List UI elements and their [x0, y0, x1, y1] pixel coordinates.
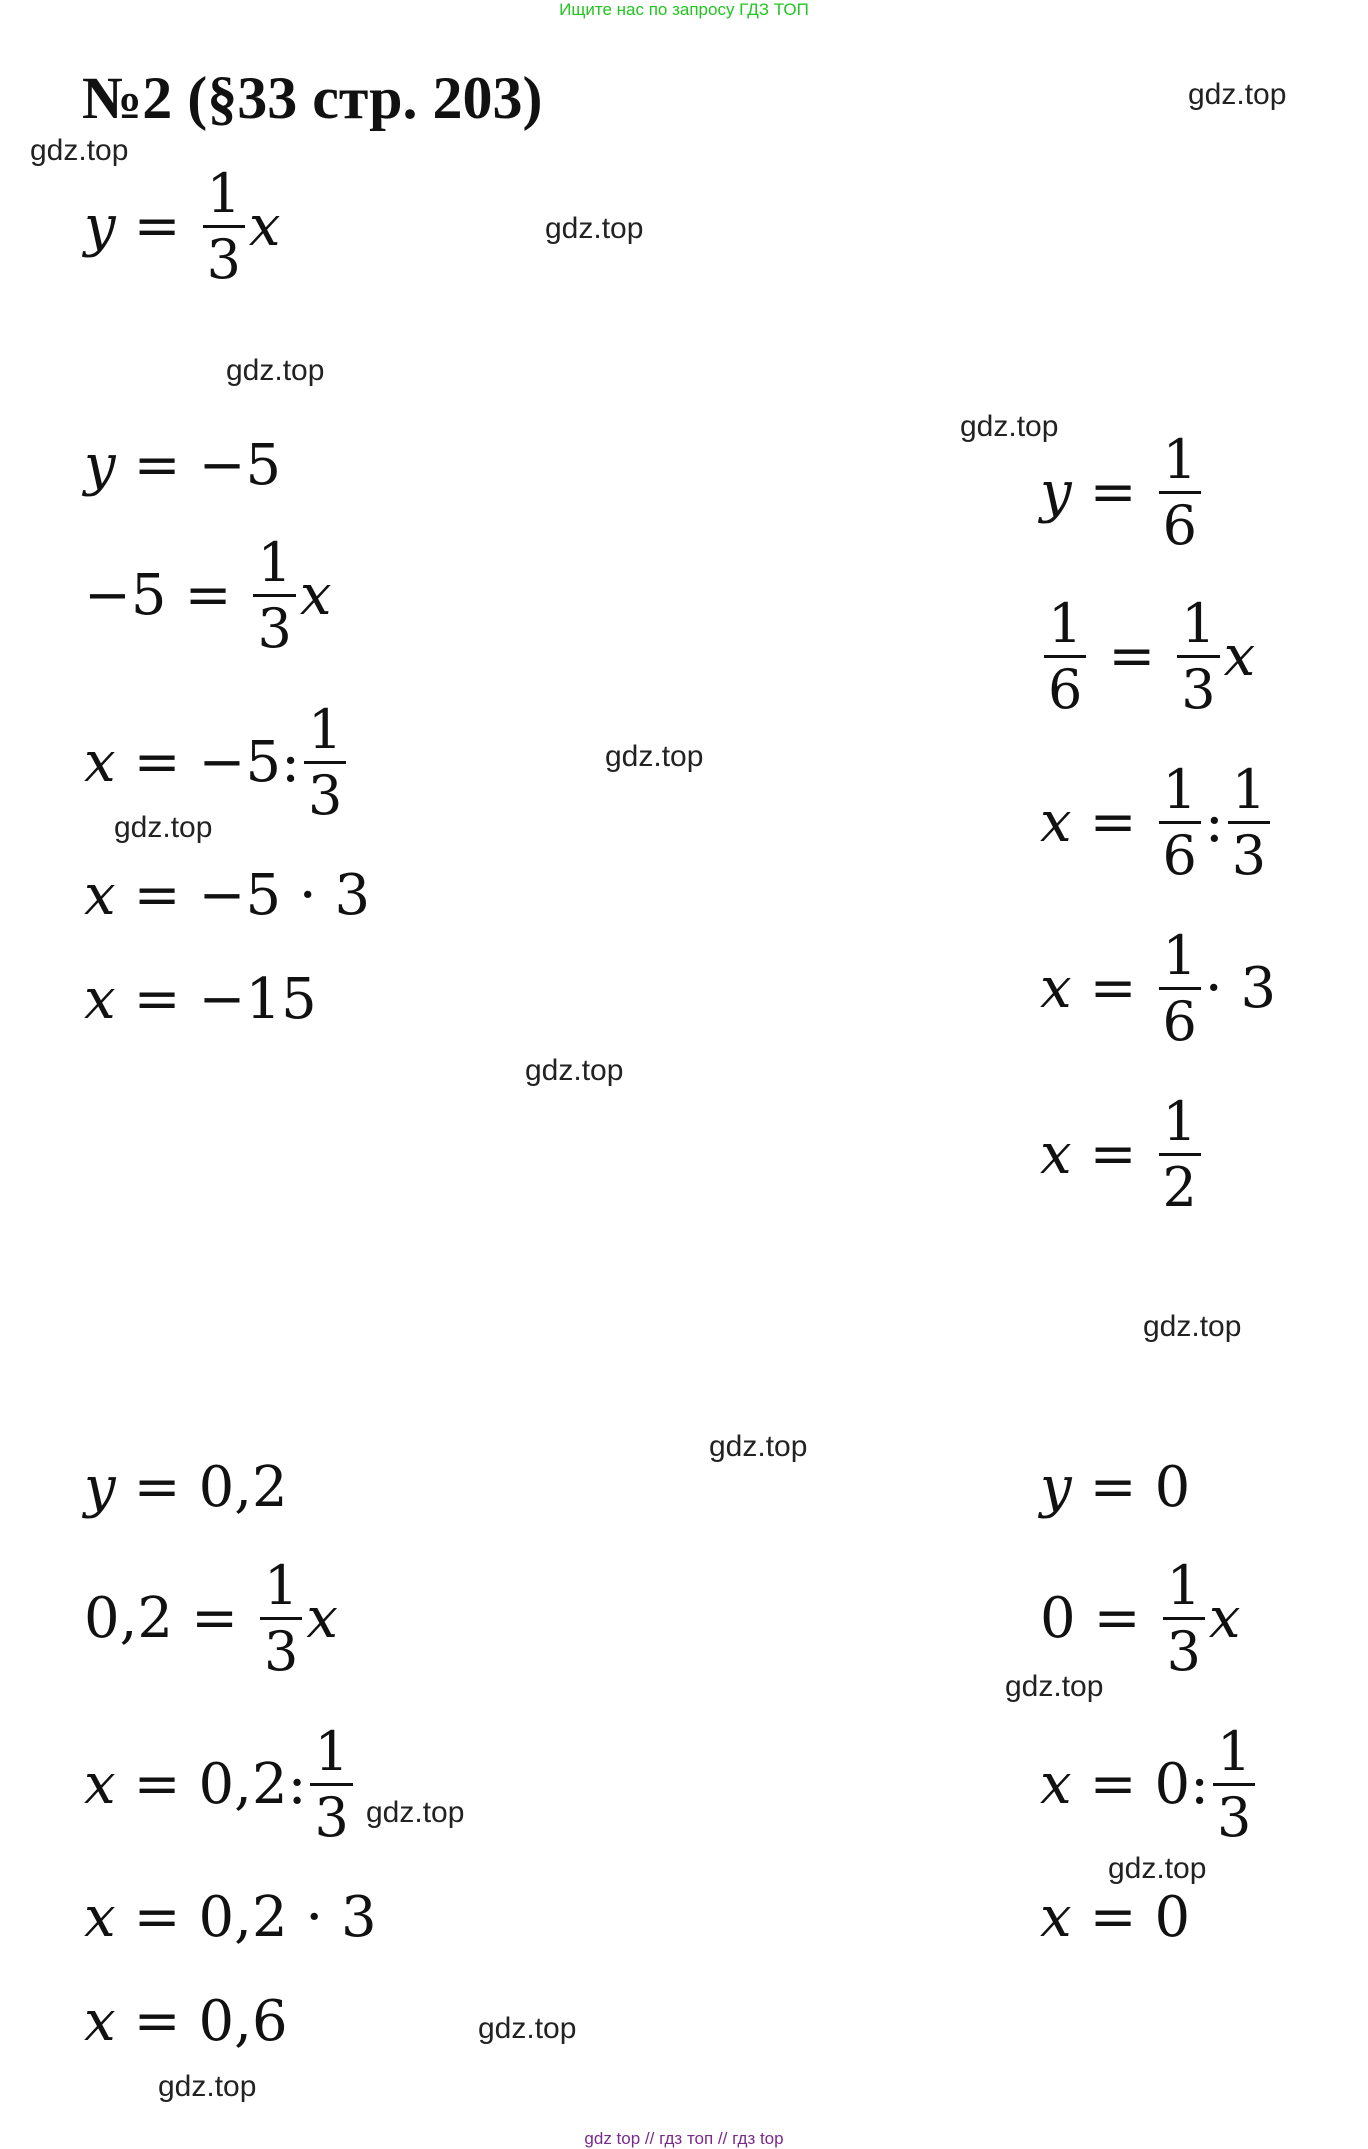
equation-d3: x = 0: $\frac{1}{3}$	[1040, 1724, 1259, 1846]
fraction: $\frac{1}{3}$	[1213, 1724, 1255, 1846]
fraction: $\frac{1}{6}$	[1044, 596, 1086, 718]
equation-b1: y = $\frac{1}{6}$	[1040, 432, 1205, 554]
equation-b2: $\frac{1}{6}$ = $\frac{1}{3}$ x	[1040, 596, 1255, 718]
fraction: $\frac{1}{3}$	[253, 535, 295, 657]
watermark: gdz.top	[525, 1054, 624, 1087]
fraction: $\frac{1}{6}$	[1159, 432, 1201, 554]
fraction: $\frac{1}{3}$	[203, 166, 245, 288]
fraction: $\frac{1}{3}$	[304, 702, 346, 824]
equation-main	[84, 162, 281, 291]
equation-b3: x = $\frac{1}{6}$ : $\frac{1}{3}$	[1040, 762, 1274, 884]
equation-c4: x = 0,2 · 3	[84, 1885, 377, 1950]
equation-c3: x = 0,2: $\frac{1}{3}$	[84, 1724, 357, 1846]
footer-links[interactable]: gdz top // гдз топ // гдз top	[584, 2129, 784, 2148]
watermark: gdz.top	[545, 212, 644, 245]
watermark: gdz.top	[605, 740, 704, 773]
fraction: $\frac{1}{3}$	[310, 1724, 352, 1846]
variable: x	[248, 194, 281, 260]
watermark: gdz.top	[1188, 78, 1287, 111]
watermark: gdz.top	[366, 1796, 465, 1829]
equation-a5: x = −15	[84, 967, 317, 1032]
watermark: gdz.top	[114, 811, 213, 844]
equation-b4: x = $\frac{1}{6}$ · 3	[1040, 924, 1277, 1053]
fraction: $\frac{1}{3}$	[260, 1558, 302, 1680]
watermark: gdz.top	[709, 1430, 808, 1463]
fraction: $\frac{1}{3}$	[1177, 596, 1219, 718]
equation-a4: x = −5 · 3	[84, 863, 371, 928]
fraction: $\frac{1}{2}$	[1159, 1094, 1201, 1216]
watermark: gdz.top	[478, 2012, 577, 2045]
watermark: gdz.top	[960, 410, 1059, 443]
equation-a1: y = −5	[84, 433, 282, 498]
watermark: gdz.top	[1143, 1310, 1242, 1343]
fraction: $\frac{1}{3}$	[1228, 762, 1270, 884]
equation-d2: 0 = $\frac{1}{3}$ x	[1040, 1554, 1241, 1683]
equation-d1: y = 0	[1040, 1455, 1191, 1520]
equation-c5: x = 0,6	[84, 1989, 288, 2054]
watermark: gdz.top	[226, 354, 325, 387]
equation-c2: 0,2 = $\frac{1}{3}$ x	[84, 1554, 338, 1683]
fraction: $\frac{1}{6}$	[1159, 928, 1201, 1050]
watermark: gdz.top	[1005, 1670, 1104, 1703]
equation-b5: x = $\frac{1}{2}$	[1040, 1094, 1205, 1216]
variable: y	[84, 194, 116, 260]
equation-a2: −5 = $\frac{1}{3}$ x	[84, 531, 332, 660]
fraction: $\frac{1}{6}$	[1159, 762, 1201, 884]
watermark: gdz.top	[30, 134, 129, 167]
page-title: №2 (§33 стр. 203)	[82, 65, 543, 131]
equals-sign: =	[133, 194, 181, 260]
top-banner: Ищите нас по запросу ГДЗ ТОП	[559, 0, 809, 19]
fraction: $\frac{1}{3}$	[1163, 1558, 1205, 1680]
equation-a3: x = −5: $\frac{1}{3}$	[84, 702, 350, 824]
watermark: gdz.top	[1108, 1852, 1207, 1885]
equation-c1: y = 0,2	[84, 1455, 288, 1520]
watermark: gdz.top	[158, 2070, 257, 2103]
equation-d4: x = 0	[1040, 1885, 1191, 1950]
